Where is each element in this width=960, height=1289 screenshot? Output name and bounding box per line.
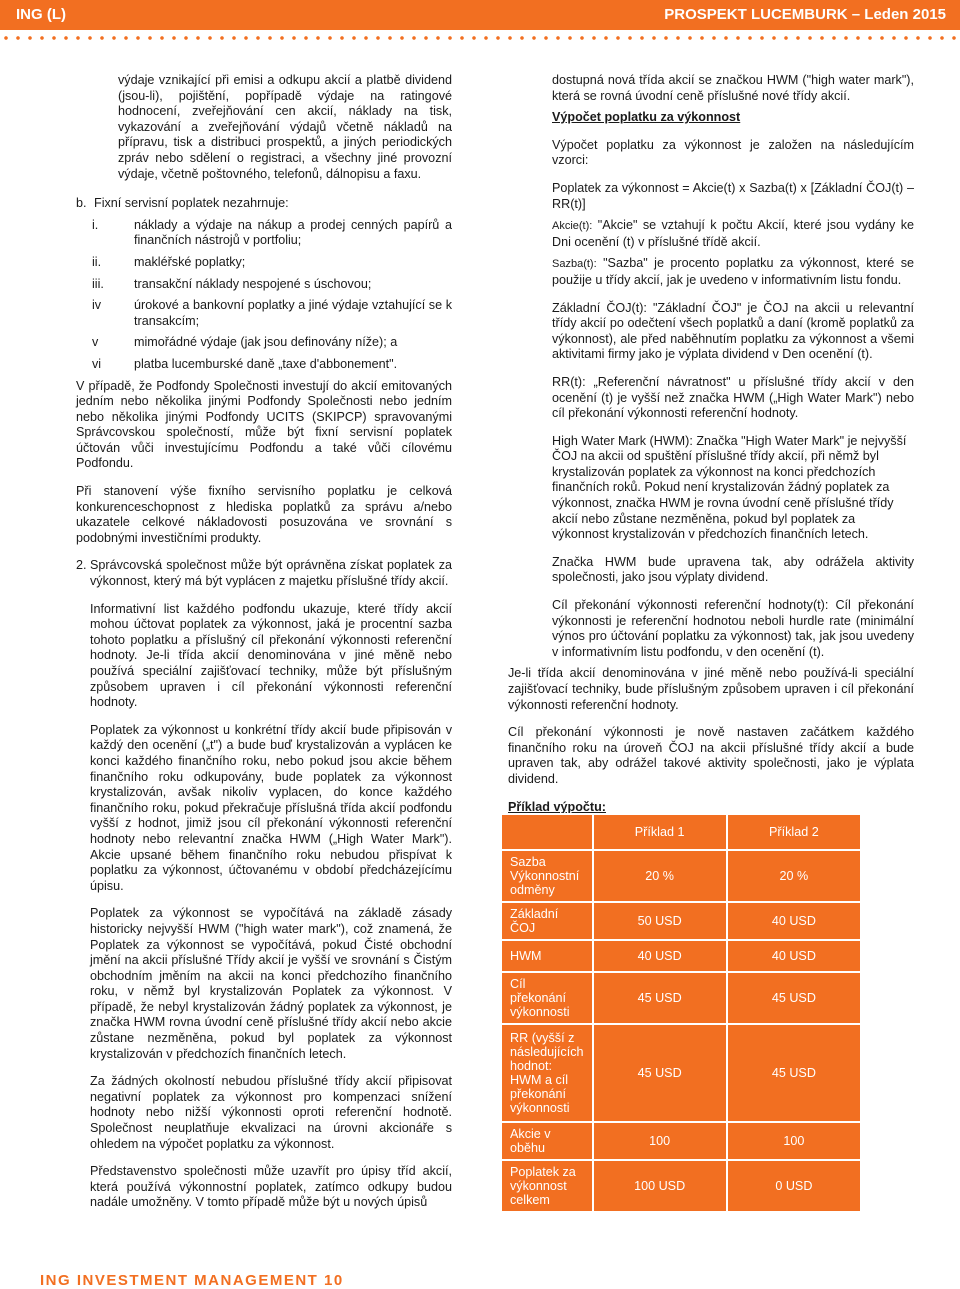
- table-row: [501, 1024, 861, 1122]
- example-heading: Příklad výpočtu:: [508, 799, 606, 814]
- table-row: [501, 850, 861, 902]
- table-row: [501, 1160, 861, 1212]
- row-value-2: 100: [727, 1122, 861, 1160]
- header-bar: [0, 0, 960, 30]
- list-item-number: vi: [92, 356, 102, 371]
- hwm-principle-paragraph: Poplatek za výkonnost se vypočítává na základě zásady historicky nejvyšší HWM ("high water mark"), což znamená, že Poplatek za výkonnost se vypočítává, pokud Čisté obchodní jmění na akcii příslušné Třídy akcií je vyšší ve srovnání s Čistým obchodním jměním na akcii na konci předchozího finančního roku, v němž byl krystalizován Poplatek za výkonnost. V případě, že nebyl krystalizován žádný poplatek za výkonnost, je značka HWM rovna úvodní ceně příslušné třídy akcií nebo akcie zůstane nezměněna, pokud byl poplatek za výkonnost krystalizován v předchozích finančních letech.: [90, 906, 452, 1061]
- exclusion-list: [76, 218, 452, 373]
- header-left-title: ING (L): [16, 6, 66, 23]
- target-reset-paragraph: Cíl překonání výkonnosti je nově nastaven začátkem každého finančního roku na úroveň ČOJ na akcii příslušné třídy akcií a bude upraven tak, aby odrážel takové aktivity společnosti, jako je výplata dividend.: [508, 725, 914, 786]
- no-negative-fee-paragraph: Za žádných okolností nebudou příslušné třídy akcií připisovat negativní poplatek za výkonnost pro kompenzaci snížení hodnoty nebo nižší výkonnosti oproti referenční hodnotě. Společnost neuplatňuje ekvalizaci na úrovni akcionáře s ohledem na výpočet poplatku za výkonnost.: [90, 1074, 452, 1151]
- numbered-item-2: [76, 558, 452, 589]
- row-value-2: 45 USD: [727, 1024, 861, 1122]
- list-item-number: ii.: [92, 254, 102, 269]
- section-b-text: Fixní servisní poplatek nezahrnuje:: [94, 196, 289, 211]
- definition-text: "Základní ČOJ" je ČOJ na akcii u relevantní třídy akcií po odečtení všech poplatků a daní (kromě poplatků za výkonnost), ale před naběhnutím poplatku za výkonnost a všemi aktivitami firmy jako je výplata dividend v Den ocenění (t).: [552, 300, 915, 362]
- benchmark-target: Cíl překonání výkonnosti referenční hodnoty(t): Cíl překonání výkonnosti je referenční hodnotou neboli hurdle rate (minimální výnos pro účtování poplatku za výkonnost) tak, jak jsou uvedeny v informativním listu podfondu, v den ocenění (t).: [552, 598, 914, 659]
- definition-term: Základní ČOJ(t):: [552, 300, 647, 315]
- list-item: [92, 277, 452, 293]
- row-value-2: 45 USD: [727, 972, 861, 1024]
- board-closure-paragraph: Představenstvo společnosti může uzavřít pro úpisy tříd akcií, která používá výkonnostní poplatek, zatímco odkupy budou nadále umožněny. V tomto případě může být u nových úpisů: [90, 1164, 452, 1210]
- definition-base-nav: [508, 301, 914, 363]
- page-number: 10: [324, 1272, 344, 1289]
- row-value-1: 45 USD: [593, 972, 727, 1024]
- table-row: [501, 940, 861, 972]
- row-value-2: 20 %: [727, 850, 861, 902]
- fund-of-funds-paragraph: V případě, že Podfondy Společnosti investují do akcií emitovaných jedním nebo několika jinými Podfondy Společnosti nebo jedním nebo několika jinými Podfondy UCITS (SKIPCP) spravovanými Správcovskou společností, může být fixní servisní poplatek účtován vůči investujícímu Podfondu a také vůči cílovému Podfondu.: [76, 378, 452, 471]
- row-label: RR (vyšší z následujících hodnot: HWM a cíl překonání výkonnosti: [501, 1024, 593, 1122]
- hwm-adjustment: Značka HWM bude upravena tak, aby odrážela aktivity společnosti, jako jsou výplaty dividend.: [552, 554, 914, 585]
- row-label: Základní ČOJ: [501, 902, 593, 940]
- header-right-title: PROSPEKT LUCEMBURK – Leden 2015: [664, 6, 946, 23]
- table-header-cell: Příklad 2: [727, 814, 861, 850]
- definition-term: RR(t):: [552, 374, 586, 389]
- list-item: [92, 357, 452, 373]
- row-value-2: 0 USD: [727, 1160, 861, 1212]
- list-item-text: náklady a výdaje na nákup a prodej cenných papírů a finančních nástrojů v portfoliu;: [134, 217, 452, 248]
- info-sheet-paragraph: Informativní list každého podfondu ukazuje, které třídy akcií mohou účtovat poplatek za výkonnost, jaká je procentní sazba tohoto poplatku a příslušný cíl překonání výkonnosti referenční hodnoty. Je-li třída akcií denominována v jiné měně nebo používá speciální zajišťovací techniky, může být příslušným způsobem upraven i cíl překonání výkonnosti referenční hodnoty.: [90, 601, 452, 710]
- list-item-text: platba lucemburské daně „taxe d'abbonement".: [134, 356, 398, 371]
- row-label: HWM: [501, 940, 593, 972]
- section-b: [76, 196, 452, 212]
- definition-term: Sazba(t):: [552, 258, 597, 271]
- list-item: [92, 298, 452, 329]
- hwm-definition: High Water Mark (HWM): Značka "High Water Mark" je nejvyšší ČOJ na akcii od spuštění příslušné třídy akcií, při němž byl krystalizován poplatek za výkonnost na konci předchozích finančních roků. Pokud není krystalizován žádný poplatek za výkonnost, značka HWM je rovna úvodní ceně příslušné třídy akcií nebo zůstane nezměněna, pokud byl poplatek za výkonnost krystalizován v předchozích finančních letech.: [552, 433, 907, 542]
- accrual-paragraph: Poplatek za výkonnost u konkrétní třídy akcií bude připisován v každý den ocenění („t") a bude buď krystalizován a vyplácen ke konci každého finančního roku, nebo pokud jsou akcie během finančního roku odkupovány, bude poplatek za výkonnost krystalizován, avšak nikoliv vyplacen, do konce každého finančního roku, pokud překračuje příslušná třída akcií podfondu vyšší z hodnot, jimiž jsou cíl překonání výkonnosti referenční hodnoty nebo relevantní značka HWM („High Water Mark"). Akcie upsané během finančního roku nebudou přispívat k poplatku za výkonnost, účtovanému v období předcházejícímu úpisu.: [90, 722, 452, 893]
- definition-rate: [508, 256, 914, 288]
- dotted-divider: [0, 34, 960, 42]
- new-class-paragraph: dostupná nová třída akcií se značkou HWM ("high water mark"), která se rovná úvodní ceně příslušné nové třídy akcií.: [552, 73, 914, 103]
- row-value-1: 50 USD: [593, 902, 727, 940]
- section-b-number: b.: [76, 196, 87, 211]
- definition-shares: [508, 218, 914, 250]
- table-header-row: [501, 814, 861, 850]
- currency-hedging-paragraph: Je-li třída akcií denominována v jiné měně nebo používá-li speciální zajišťovací techniky, bude příslušným způsobem upraven i cíl překonání výkonnosti referenční hodnoty.: [508, 666, 914, 712]
- table-header-cell: [501, 814, 593, 850]
- row-label: Sazba Výkonnostní odměny: [501, 850, 593, 902]
- list-item-text: transakční náklady nespojené s úschovou;: [134, 276, 372, 291]
- formula: Poplatek za výkonnost = Akcie(t) x Sazba(t) x [Základní ČOJ(t) – RR(t)]: [552, 180, 914, 211]
- definition-text: "Sazba" je procento poplatku za výkonnost, které se použije u třídy akcií, jak je uvedeno v informativním listu fondu.: [552, 256, 914, 287]
- numbered-item-text: Správcovská společnost může být oprávněna získat poplatek za výkonnost, který má být vyplácen z majetku příslušné třídy akcií.: [90, 558, 452, 589]
- definition-term: Akcie(t):: [552, 220, 593, 233]
- footer-brand: ING INVESTMENT MANAGEMENT: [40, 1272, 319, 1289]
- intro-paragraph: výdaje vznikající při emisi a odkupu akcií a platbě dividend (jsou-li), pojištění, popřípadě výdaje na ratingové hodnocení, zveřejňování cen akcií, náklady na tisk, vykazování a zveřejňování výdajů včetně nákladů na přípravu, tisk a distribuci prospektů, a jiných periodických zpráv nebo sdělení o registraci, a všechny jiné provozní výdaje, včetně poštovného, telefonů, dálnopisu a faxu.: [118, 73, 452, 181]
- definition-text: „Referenční návratnost" u příslušné třídy akcií v den ocenění (t) je vyšší než značka HWM („High Water Mark") nebo cíl překonání výkonnosti referenční hodnoty.: [552, 374, 915, 421]
- table-row: [501, 1122, 861, 1160]
- list-item-number: iv: [92, 298, 102, 313]
- list-item-number: v: [92, 335, 99, 350]
- row-label: Cíl překonání výkonnosti: [501, 972, 593, 1024]
- right-column: [508, 73, 914, 815]
- list-item: [92, 255, 452, 271]
- list-item-text: mimořádné výdaje (jak jsou definovány níže); a: [134, 335, 398, 350]
- row-value-2: 40 USD: [727, 940, 861, 972]
- definition-reference-return: [508, 375, 914, 422]
- list-item: [92, 218, 452, 249]
- competitiveness-paragraph: Při stanovení výše fixního servisního poplatku je celková konkurenceschopnost z hlediska poplatků za správu a/nebo ukazatele celkové nákladovosti posuzována ve srovnání s podobnými investičními produkty.: [76, 484, 452, 545]
- calculation-heading: Výpočet poplatku za výkonnost: [552, 110, 741, 125]
- row-value-2: 40 USD: [727, 902, 861, 940]
- row-value-1: 20 %: [593, 850, 727, 902]
- list-item-number: iii.: [92, 276, 104, 291]
- example-table: [500, 813, 862, 1213]
- calculation-intro: Výpočet poplatku za výkonnost je založen na následujícím vzorci:: [552, 137, 914, 168]
- row-value-1: 100 USD: [593, 1160, 727, 1212]
- row-label: Poplatek za výkonnost celkem: [501, 1160, 593, 1212]
- list-item-text: makléřské poplatky;: [134, 254, 246, 269]
- left-column: [76, 73, 452, 1211]
- list-item: [92, 335, 452, 351]
- table-header-cell: Příklad 1: [593, 814, 727, 850]
- row-value-1: 45 USD: [593, 1024, 727, 1122]
- table-row: [501, 902, 861, 940]
- row-label: Akcie v oběhu: [501, 1122, 593, 1160]
- list-item-text: úrokové a bankovní poplatky a jiné výdaje vztahující se k transakcím;: [134, 298, 452, 328]
- definition-text: "Akcie" se vztahují k počtu Akcií, které jsou vydány ke Dni ocenění (t) v příslušné třídě akcií.: [552, 218, 914, 249]
- list-item-number: i.: [92, 217, 99, 232]
- table-row: [501, 972, 861, 1024]
- row-value-1: 100: [593, 1122, 727, 1160]
- numbered-item-number: 2.: [76, 558, 87, 573]
- footer: [40, 1272, 344, 1289]
- row-value-1: 40 USD: [593, 940, 727, 972]
